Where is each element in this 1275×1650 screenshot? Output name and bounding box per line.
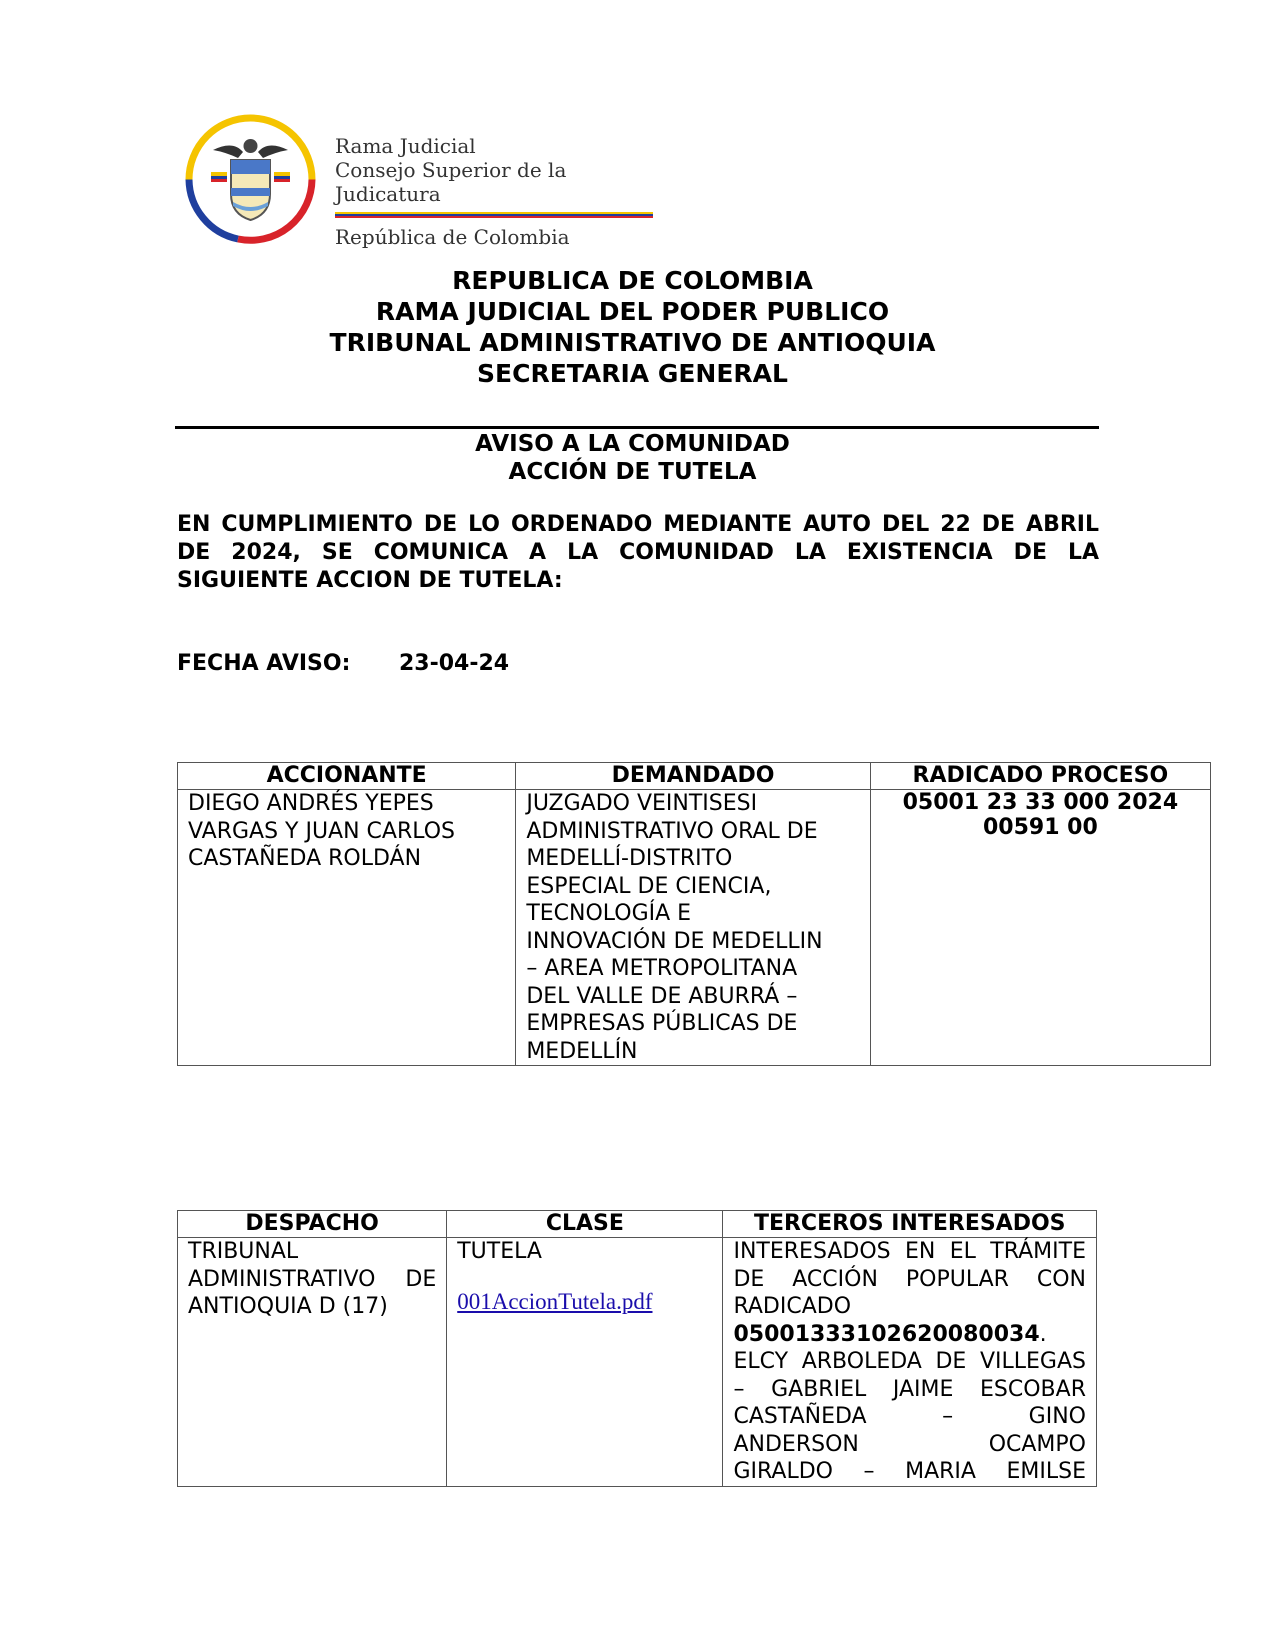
table-row: [178, 1238, 1097, 1487]
header-line-tribunal: TRIBUNAL ADMINISTRATIVO DE ANTIOQUIA: [329, 328, 936, 357]
logo-line-consejo: Consejo Superior de la Judicatura: [335, 158, 567, 206]
demandado-line: ESPECIAL DE CIENCIA,: [526, 873, 772, 899]
header-demandado: DEMANDADO: [516, 763, 870, 790]
header-despacho: DESPACHO: [178, 1211, 447, 1238]
demandado-line: INNOVACIÓN DE MEDELLIN: [526, 928, 823, 954]
table-header-row: [178, 1211, 1097, 1238]
intro-paragraph: EN CUMPLIMIENTO DE LO ORDENADO MEDIANTE AUTO DEL 22 DE ABRIL DE 2024, SE COMUNICA A LA COMUNIDAD LA EXISTENCIA DE LA SIGUIENTE ACCION DE TUTELA:: [177, 512, 1099, 593]
header-clase: CLASE: [447, 1211, 723, 1238]
fecha-aviso-value: 23-04-24: [399, 651, 510, 676]
demandado-line: TECNOLOGÍA E: [526, 901, 692, 926]
header-line-rama: RAMA JUDICIAL DEL PODER PUBLICO: [375, 297, 890, 326]
clase-value: TUTELA: [457, 1239, 542, 1264]
terceros-line: DE ACCIÓN POPULAR CON: [733, 1266, 1086, 1292]
cell-clase: [447, 1238, 723, 1487]
header-line-republica: REPUBLICA DE COLOMBIA: [452, 266, 813, 295]
table-row: [178, 790, 1211, 1066]
header-terceros: TERCEROS INTERESADOS: [723, 1211, 1097, 1238]
tutela-parties-table: [177, 762, 1211, 1066]
cell-demandado: [516, 790, 870, 1066]
colombia-coat-of-arms-icon: [183, 112, 318, 247]
despacho-line: TRIBUNAL: [188, 1239, 299, 1264]
despacho-line: ANTIOQUIA D (17): [188, 1294, 388, 1319]
header-accionante: ACCIONANTE: [178, 763, 516, 790]
terceros-line: – GABRIEL JAIME ESCOBAR: [733, 1376, 1086, 1402]
terceros-radicado: 05001333102620080034: [733, 1321, 1040, 1347]
terceros-radicado-line: 05001333102620080034.: [733, 1321, 1047, 1347]
demandado-line: JUZGADO VEINTISESI: [526, 791, 758, 816]
logo-line-republica: República de Colombia: [335, 225, 570, 249]
logo-tricolor-rule: [335, 212, 653, 218]
despacho-line: ADMINISTRATIVO DE: [188, 1266, 437, 1292]
radicado-line: 00591 00: [982, 815, 1098, 840]
terceros-line: INTERESADOS EN EL TRÁMITE: [733, 1239, 1086, 1264]
logo-line-rama-judicial: Rama Judicial: [335, 134, 476, 158]
header-divider: [175, 426, 1099, 429]
header-line-secretaria: SECRETARIA GENERAL: [477, 359, 788, 388]
demandado-line: MEDELLÍN: [526, 1038, 638, 1064]
terceros-line: ANDERSON OCAMPO: [733, 1431, 1086, 1457]
demandado-line: ADMINISTRATIVO ORAL DE: [526, 818, 818, 844]
document-header: [0, 265, 1275, 389]
aviso-line-comunidad: AVISO A LA COMUNIDAD: [475, 431, 790, 457]
terceros-line: ELCY ARBOLEDA DE VILLEGAS: [733, 1349, 1086, 1374]
cell-despacho: [178, 1238, 447, 1487]
demandado-line: DEL VALLE DE ABURRÁ –: [526, 983, 798, 1009]
tutela-details-table: [177, 1210, 1097, 1487]
terceros-line: CASTAÑEDA – GINO: [733, 1404, 1086, 1429]
demandado-line: EMPRESAS PÚBLICAS DE: [526, 1011, 798, 1036]
terceros-line: RADICADO: [733, 1294, 852, 1319]
accion-tutela-pdf-link[interactable]: 001AccionTutela.pdf: [457, 1288, 653, 1314]
aviso-title: [0, 430, 1275, 486]
header-radicado: RADICADO PROCESO: [870, 763, 1210, 790]
fecha-aviso: [177, 650, 509, 678]
table-header-row: [178, 763, 1211, 790]
aviso-line-tutela: ACCIÓN DE TUTELA: [508, 459, 757, 485]
logo-text: [335, 134, 663, 250]
demandado-line: – AREA METROPOLITANA: [526, 956, 798, 981]
fecha-aviso-label: FECHA AVISO:: [177, 651, 351, 676]
cell-accionante: DIEGO ANDRÉS YEPES VARGAS Y JUAN CARLOS CASTAÑEDA ROLDÁN: [178, 790, 516, 1066]
terceros-line: GIRALDO – MARIA EMILSE: [733, 1459, 1086, 1484]
cell-terceros: [723, 1238, 1097, 1487]
cell-radicado: [870, 790, 1210, 1066]
radicado-line: 05001 23 33 000 2024: [902, 790, 1179, 815]
rama-judicial-logo: [183, 112, 663, 247]
demandado-line: MEDELLÍ-DISTRITO: [526, 846, 733, 871]
